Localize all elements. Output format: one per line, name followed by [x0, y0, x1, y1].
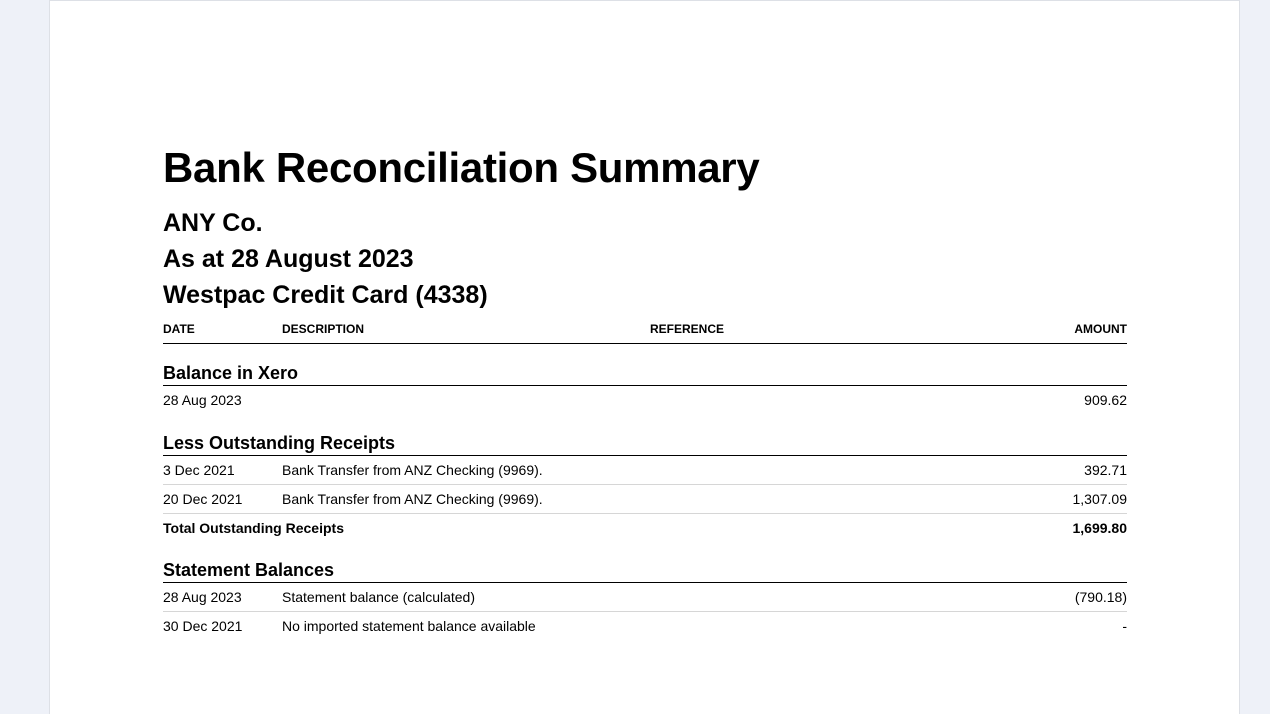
row-date: 28 Aug 2023: [163, 589, 242, 605]
table-row: [163, 456, 1127, 485]
table-row: [163, 386, 1127, 414]
column-header-amount: AMOUNT: [1074, 322, 1127, 336]
row-amount: 392.71: [1084, 462, 1127, 478]
company-name: ANY Co.: [163, 209, 263, 237]
section-balance-in-xero: [163, 361, 1127, 414]
row-date: 30 Dec 2021: [163, 618, 243, 634]
row-amount: 1,307.09: [1072, 491, 1127, 507]
report-title: Bank Reconciliation Summary: [163, 144, 760, 191]
section-title: Balance in Xero: [163, 361, 1127, 386]
row-date: 3 Dec 2021: [163, 462, 235, 478]
column-header-date: DATE: [163, 322, 195, 336]
row-amount: 909.62: [1084, 392, 1127, 408]
table-row: [163, 612, 1127, 640]
table-row: [163, 485, 1127, 514]
row-amount: -: [1122, 618, 1127, 634]
section-statement-balances: [163, 558, 1127, 640]
table-row: [163, 583, 1127, 612]
total-label: Total Outstanding Receipts: [163, 520, 344, 536]
total-row: [163, 514, 1127, 542]
report-page: [49, 0, 1240, 714]
column-header-description: DESCRIPTION: [282, 322, 365, 336]
total-amount: 1,699.80: [1072, 520, 1127, 536]
row-description: No imported statement balance available: [282, 618, 536, 634]
section-outstanding-receipts: [163, 431, 1127, 542]
column-header-row: [163, 320, 1127, 344]
section-title: Less Outstanding Receipts: [163, 431, 1127, 456]
row-amount: (790.18): [1074, 589, 1127, 605]
account-name: Westpac Credit Card (4338): [163, 281, 488, 309]
section-title: Statement Balances: [163, 558, 1127, 583]
row-description: Bank Transfer from ANZ Checking (9969).: [282, 462, 543, 478]
report-date: As at 28 August 2023: [163, 245, 414, 273]
row-date: 20 Dec 2021: [163, 491, 243, 507]
row-description: Bank Transfer from ANZ Checking (9969).: [282, 491, 543, 507]
column-header-reference: REFERENCE: [650, 322, 725, 336]
row-description: Statement balance (calculated): [282, 589, 475, 605]
row-date: 28 Aug 2023: [163, 392, 242, 408]
